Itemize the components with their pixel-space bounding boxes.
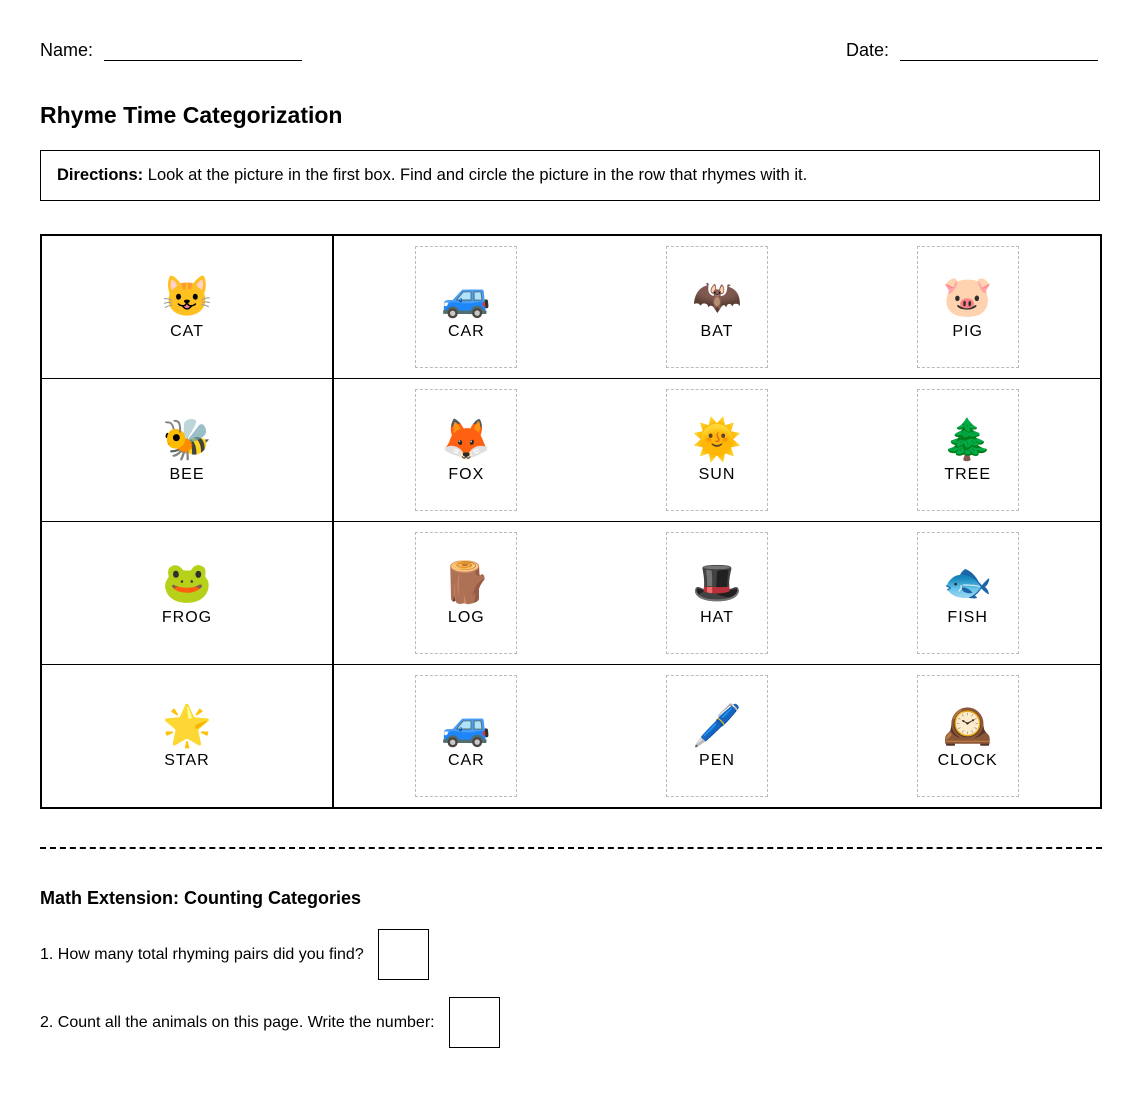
rhyme-table xyxy=(40,234,1102,809)
option-picture-icon: 🐷 xyxy=(942,275,993,319)
option-label: LOG xyxy=(447,609,485,626)
directions-text: Look at the picture in the first box. Find and circle the picture in the row that rhymes with it. xyxy=(143,166,808,184)
directions-box xyxy=(40,150,1100,201)
target-cell xyxy=(41,379,333,522)
options-cell xyxy=(333,235,1101,379)
table-row xyxy=(41,522,1101,665)
target-label: CAT xyxy=(170,323,204,340)
name-label: Name: xyxy=(40,40,94,60)
option-label: FOX xyxy=(448,466,485,483)
answer-box-1[interactable] xyxy=(378,929,429,980)
question-1-text: 1. How many total rhyming pairs did you find? xyxy=(40,945,364,963)
option-picture[interactable] xyxy=(666,389,768,511)
option-label: SUN xyxy=(698,466,736,483)
option-picture-icon: 🎩 xyxy=(692,561,742,605)
table-row xyxy=(41,665,1101,809)
option-picture[interactable] xyxy=(415,675,517,797)
page-title: Rhyme Time Categorization xyxy=(40,102,343,128)
option-picture-icon: 🪵 xyxy=(441,561,492,605)
option-label: FISH xyxy=(947,609,988,626)
option-picture[interactable] xyxy=(415,532,517,654)
target-cell xyxy=(41,665,333,809)
target-picture-icon: 😺 xyxy=(162,275,212,319)
option-label: CAR xyxy=(447,323,485,340)
option-picture-icon: 🚙 xyxy=(441,704,492,748)
table-row xyxy=(41,235,1101,379)
answer-box-2[interactable] xyxy=(449,997,500,1048)
target-picture-icon: 🌟 xyxy=(162,704,212,748)
date-field xyxy=(846,40,1098,61)
options-cell xyxy=(333,665,1101,809)
question-1 xyxy=(40,929,429,980)
option-picture[interactable] xyxy=(666,246,768,368)
option-picture-icon: 🦇 xyxy=(692,275,742,319)
target-cell xyxy=(41,235,333,379)
target-label: STAR xyxy=(164,752,210,769)
directions-label: Directions: xyxy=(57,166,144,184)
math-title: Math Extension: Counting Categories xyxy=(40,888,362,908)
option-picture[interactable] xyxy=(415,246,517,368)
question-2-text: 2. Count all the animals on this page. Write the number: xyxy=(40,1013,435,1031)
target-picture-icon: 🐸 xyxy=(162,561,212,605)
question-2 xyxy=(40,997,500,1048)
option-picture[interactable] xyxy=(666,532,768,654)
target-label: BEE xyxy=(169,466,205,483)
options-cell xyxy=(333,522,1101,665)
option-picture-icon: 🦊 xyxy=(441,418,492,462)
option-picture[interactable] xyxy=(917,675,1019,797)
target-label: FROG xyxy=(161,609,213,626)
name-line[interactable] xyxy=(104,40,302,61)
divider xyxy=(40,847,1102,849)
target-picture-icon: 🐝 xyxy=(162,418,212,462)
option-picture[interactable] xyxy=(917,532,1019,654)
option-label: CLOCK xyxy=(937,752,998,769)
option-picture[interactable] xyxy=(917,246,1019,368)
option-picture[interactable] xyxy=(666,675,768,797)
name-field xyxy=(40,40,302,61)
target-cell xyxy=(41,522,333,665)
date-line[interactable] xyxy=(900,40,1098,61)
option-label: TREE xyxy=(944,466,991,483)
option-picture[interactable] xyxy=(415,389,517,511)
option-label: PEN xyxy=(699,752,735,769)
option-label: BAT xyxy=(700,323,734,340)
table-row xyxy=(41,379,1101,522)
option-picture-icon: 🌞 xyxy=(692,418,742,462)
option-picture-icon: 🕰️ xyxy=(942,704,993,748)
option-picture-icon: 🖊️ xyxy=(692,704,742,748)
option-picture-icon: 🐟 xyxy=(942,561,993,605)
option-label: PIG xyxy=(952,323,983,340)
option-label: HAT xyxy=(700,609,734,626)
option-picture[interactable] xyxy=(917,389,1019,511)
date-label: Date: xyxy=(846,40,890,60)
option-label: CAR xyxy=(447,752,485,769)
option-picture-icon: 🌲 xyxy=(942,418,993,462)
option-picture-icon: 🚙 xyxy=(441,275,492,319)
options-cell xyxy=(333,379,1101,522)
